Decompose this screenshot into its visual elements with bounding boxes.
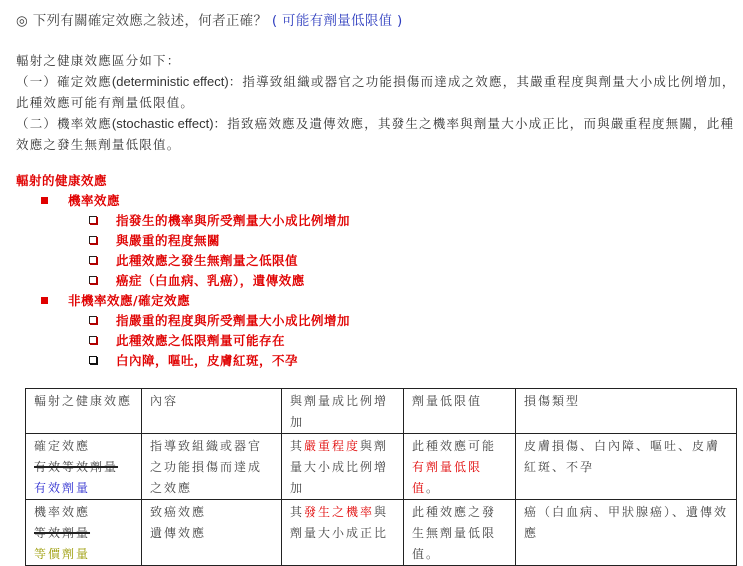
list-item-text: 白內障，嘔吐，皮膚紅斑，不孕 bbox=[116, 353, 299, 368]
text: 與劑量大小成正比 bbox=[290, 505, 389, 540]
cell-proportional bbox=[282, 500, 404, 566]
list-item bbox=[16, 331, 350, 351]
item1-text: ：指導致組織或器官之功能損傷而達成之效應，其嚴重程度與劑量大小成比例增加，此種效應可能有劑量低限值。 bbox=[16, 74, 736, 110]
checkbox-bullet-icon bbox=[89, 256, 97, 264]
effects-table bbox=[25, 388, 737, 566]
notes-title: 輻射的健康效應 bbox=[16, 173, 108, 188]
table-row bbox=[26, 434, 737, 500]
checkbox-bullet-icon bbox=[89, 276, 97, 284]
list-item-text: 指發生的機率與所受劑量大小成比例增加 bbox=[116, 213, 351, 228]
header-effect: 輻射之健康效應 bbox=[26, 389, 142, 434]
text: 。 bbox=[426, 547, 441, 561]
group-stochastic bbox=[16, 191, 350, 211]
group-label: 機率效應 bbox=[68, 193, 121, 208]
list-item bbox=[16, 271, 350, 291]
item1-prefix: （一）確定效應 bbox=[16, 74, 112, 89]
list-item bbox=[16, 231, 350, 251]
content-line: 遺傳效應 bbox=[150, 526, 207, 540]
cell-effect bbox=[26, 500, 142, 566]
square-bullet-icon bbox=[41, 197, 48, 204]
checkbox-bullet-icon bbox=[89, 316, 97, 324]
explanation-item-stochastic bbox=[16, 113, 741, 155]
list-item bbox=[16, 251, 350, 271]
table-row bbox=[26, 500, 737, 566]
table-header-row bbox=[26, 389, 737, 434]
square-bullet-icon bbox=[41, 297, 48, 304]
cell-threshold bbox=[404, 500, 516, 566]
explanation-item-deterministic bbox=[16, 71, 741, 113]
dose-term: 有效劑量 bbox=[34, 481, 91, 495]
header-proportional: 與劑量成比例增加 bbox=[282, 389, 404, 434]
highlight-text: 發生之機率 bbox=[304, 505, 375, 519]
header-damage-type: 損傷類型 bbox=[516, 389, 737, 434]
question-marker: ◎ bbox=[16, 13, 29, 29]
effect-name: 機率效應 bbox=[34, 505, 91, 519]
list-item-text: 指嚴重的程度與所受劑量大小成比例增加 bbox=[116, 313, 351, 328]
content-line: 致癌效應 bbox=[150, 505, 207, 519]
explanation-intro: 輻射之健康效應區分如下： bbox=[16, 53, 181, 68]
text: 此種效應可能 bbox=[412, 439, 497, 453]
group-deterministic bbox=[16, 291, 350, 311]
question-hint: ( 可能有劑量低限值 ) bbox=[271, 13, 403, 29]
text: 其 bbox=[290, 505, 305, 519]
effect-name: 確定效應 bbox=[34, 439, 91, 453]
header-content: 內容 bbox=[142, 389, 282, 434]
checkbox-bullet-icon bbox=[89, 216, 97, 224]
list-item bbox=[16, 211, 350, 231]
list-item-text: 癌症（白血病、乳癌），遺傳效應 bbox=[116, 273, 305, 288]
cell-effect bbox=[26, 434, 142, 500]
question bbox=[16, 9, 403, 29]
cell-threshold bbox=[404, 434, 516, 500]
text: 。 bbox=[426, 481, 441, 495]
cell-proportional bbox=[282, 434, 404, 500]
struck-dose-term: 有效等效劑量 bbox=[34, 460, 119, 474]
list-item-text: 此種效應之低限劑量可能存在 bbox=[116, 333, 286, 348]
highlight-text: 有劑量低限值 bbox=[412, 460, 483, 495]
struck-dose-term: 等效劑量 bbox=[34, 526, 91, 540]
dose-term: 等價劑量 bbox=[34, 547, 91, 561]
group-label: 非機率效應/確定效應 bbox=[68, 293, 191, 308]
text: 此種效應之發生無劑量低限值 bbox=[412, 505, 497, 561]
cell-damage-type: 皮膚損傷、白內障、嘔吐、皮膚紅斑、不孕 bbox=[516, 434, 737, 500]
checkbox-bullet-icon bbox=[89, 356, 97, 364]
list-item-text: 此種效應之發生無劑量之低限值 bbox=[116, 253, 299, 268]
cell-content bbox=[142, 500, 282, 566]
checkbox-bullet-icon bbox=[89, 236, 97, 244]
question-text: 下列有關確定效應之敍述，何者正確？ bbox=[32, 13, 268, 29]
list-item bbox=[16, 311, 350, 331]
item2-text: ：指致癌效應及遺傳效應，其發生之機率與劑量大小成正比，而與嚴重程度無關，此種效應之發生無劑量低限值。 bbox=[16, 116, 735, 152]
highlight-text: 嚴重程度 bbox=[304, 439, 361, 453]
notes-outline bbox=[16, 171, 350, 371]
checkbox-bullet-icon bbox=[89, 336, 97, 344]
list-item-text: 與嚴重的程度無關 bbox=[116, 233, 221, 248]
cell-content: 指導致組織或器官之功能損傷而達成之效應 bbox=[142, 434, 282, 500]
text: 其 bbox=[290, 439, 305, 453]
cell-damage-type: 癌（白血病、甲狀腺癌）、遺傳效應 bbox=[516, 500, 737, 566]
list-item bbox=[16, 351, 350, 371]
item1-term: (deterministic effect) bbox=[111, 74, 229, 89]
text: 與劑量大小成比例增加 bbox=[290, 439, 389, 495]
explanation bbox=[16, 50, 741, 155]
item2-prefix: （二）機率效應 bbox=[16, 116, 112, 131]
item2-term: (stochastic effect) bbox=[111, 116, 214, 131]
header-threshold: 劑量低限值 bbox=[404, 389, 516, 434]
